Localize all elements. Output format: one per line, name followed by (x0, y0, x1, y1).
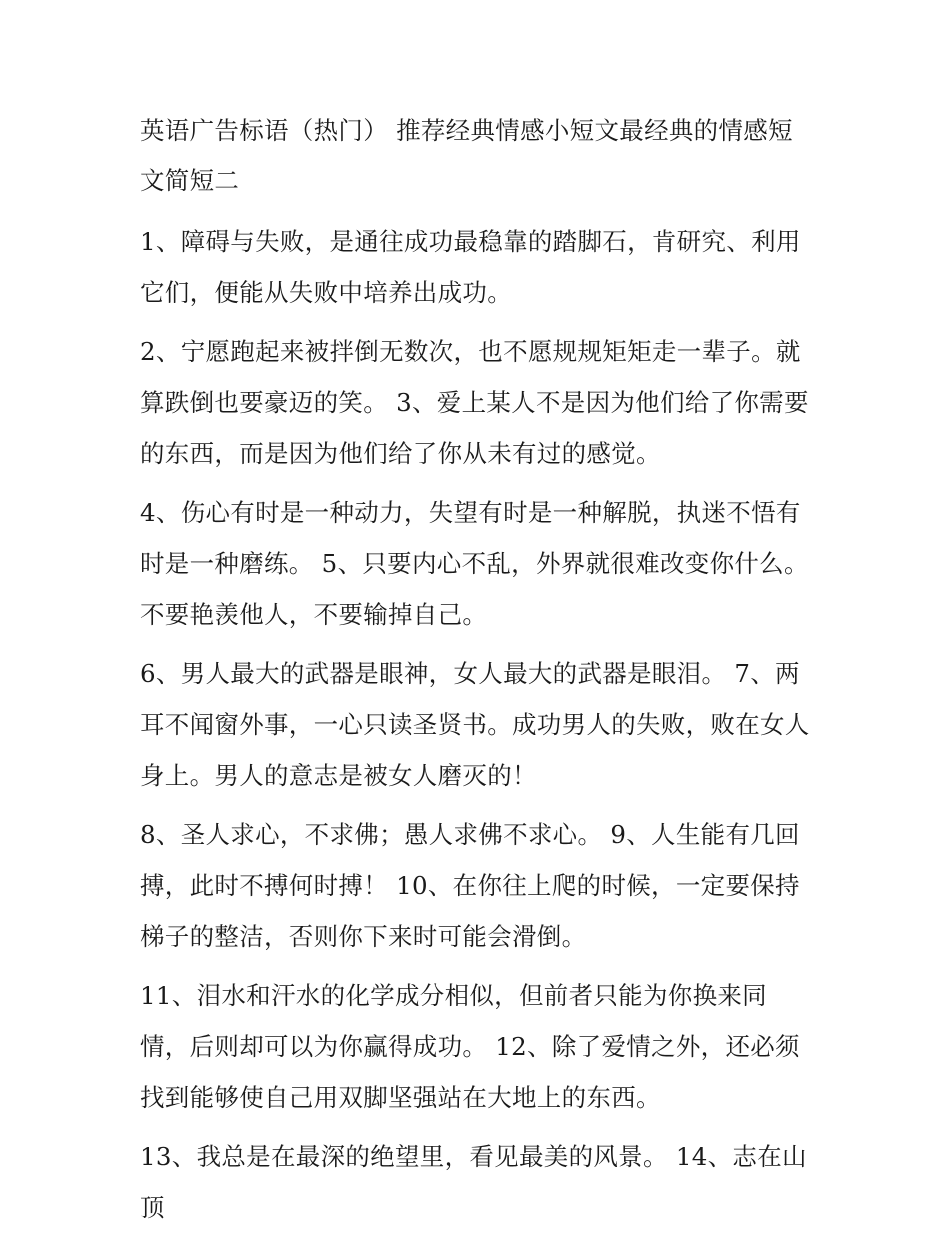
document-title: 英语广告标语（热门） 推荐经典情感小短文最经典的情感短文简短二 (140, 116, 793, 195)
paragraph-1: 1、障碍与失败，是通往成功最稳靠的踏脚石，肯研究、利用它们，便能从失败中培养出成功。 (140, 227, 801, 307)
paragraph-4: 6、男人最大的武器是眼神，女人最大的武器是眼泪。 7、两耳不闻窗外事，一心只读圣贤书。成功男人的失败，败在女人身上。男人的意志是被女人磨灭的！ (140, 659, 810, 790)
paragraph-3: 4、伤心有时是一种动力，失望有时是一种解脱，执迷不悟有时是一种磨练。 5、只要内心不乱，外界就很难改变你什么。不要艳羡他人，不要输掉自己。 (140, 498, 809, 629)
paragraph-5: 8、圣人求心，不求佛；愚人求佛不求心。 9、人生能有几回搏，此时不搏何时搏！ 10、在你往上爬的时候，一定要保持梯子的整洁，否则你下来时可能会滑倒。 (140, 820, 800, 951)
document-body (140, 106, 812, 1241)
paragraph-7: 13、我总是在最深的绝望里，看见最美的风景。 14、志在山顶 (140, 1142, 807, 1222)
paragraph-6: 11、泪水和汗水的化学成分相似，但前者只能为你换来同情，后则却可以为你赢得成功。 12、除了爱情之外，还必须找到能够使自己用双脚坚强站在大地上的东西。 (140, 981, 800, 1112)
paragraph-2: 2、宁愿跑起来被拌倒无数次，也不愿规规矩矩走一辈子。就算跌倒也要豪迈的笑。 3、爱上某人不是因为他们给了你需要的东西，而是因为他们给了你从未有过的感觉。 (140, 337, 809, 468)
